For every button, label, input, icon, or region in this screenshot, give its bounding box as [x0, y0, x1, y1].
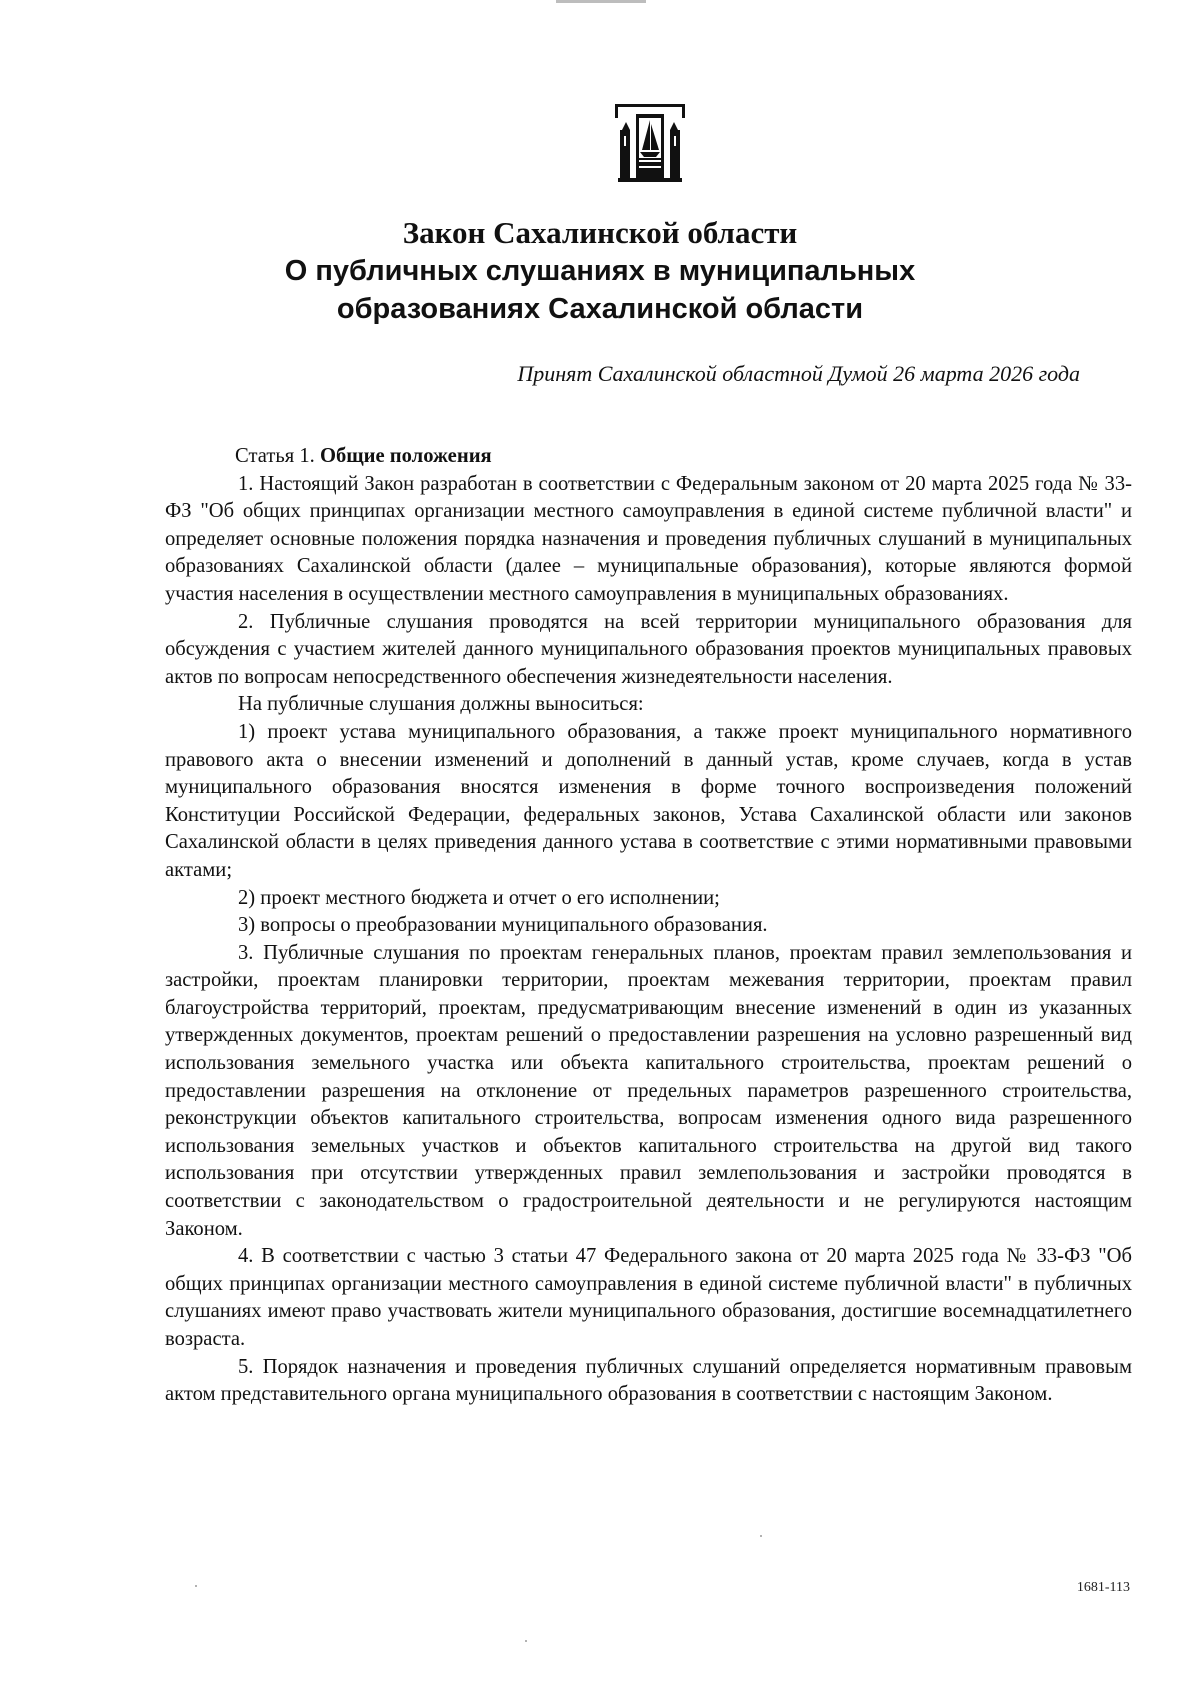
scan-speck [760, 1535, 762, 1537]
scan-speck [525, 1640, 527, 1642]
paragraph-5: 5. Порядок назначения и проведения публичных слушаний определяется нормативным правовым актом представительного органа муниципального образования в соответствии с настоящим Законом. [165, 1355, 1132, 1406]
list-item-1: 1) проект устава муниципального образования, а также проект муниципального нормативного правового акта о внесении изменений и дополнений в данный устав, кроме случаев, когда в устав муниципального образования вносятся изменения в форме точного воспроизведения положений Конституции Российской Федерации, федеральных законов, Устава Сахалинской области или законов Сахалинской области в целях приведения данного устава в соответствие с этими нормативными правовыми актами; [165, 720, 1132, 881]
title-line-2: О публичных слушаниях в муниципальных [284, 255, 916, 287]
paragraph-list-intro: На публичные слушания должны выноситься: [238, 693, 644, 716]
paragraph-3: 3. Публичные слушания по проектам генеральных планов, проектам правил землепользования и застройки, проектам планировки территории, проектам межевания территории, проектам правил благоустройства территорий, проектам, предусматривающим внесение изменений в один из указанных утвержденных документов, проектам решений о предоставлении разрешения на условно разрешенный вид использования земельного участка или объекта капитального строительства, проектам решений о предоставлении разрешения на отклонение от предельных параметров разрешенного строительства, реконструкции объектов капитального строительства, вопросам изменения одного вида разрешенного использования земельных участков и объектов капитального строительства на другой вид такого использования при отсутствии утвержденных правил землепользования и застройки проводятся в соответствии с законодательством о градостроительной деятельности и не регулируются настоящим Законом. [165, 941, 1132, 1240]
article-heading [165, 443, 1132, 471]
list-item-3: 3) вопросы о преобразовании муниципального образования. [238, 914, 768, 937]
article-label: Статья 1. [235, 445, 315, 467]
adoption-note: Принят Сахалинской областной Думой 26 марта 2026 года [517, 361, 1080, 386]
paragraph-4: 4. В соответствии с частью 3 статьи 47 Федерального закона от 20 марта 2025 года № 33-ФЗ "Об общих принципах организации местного самоуправления в единой системе публичной власти" в публичных слушаниях имеют право участвовать жители муниципального образования, достигшие восемнадцатилетнего возраста. [165, 1245, 1132, 1350]
paragraph-2: 2. Публичные слушания проводятся на всей территории муниципального образования для обсуждения с участием жителей данного муниципального образования проектов муниципальных правовых актов по вопросам непосредственного обеспечения жизнедеятельности населения. [165, 610, 1132, 688]
list-item-2: 2) проект местного бюджета и отчет о его исполнении; [238, 886, 720, 909]
title-line-3: образованиях Сахалинской области [336, 293, 864, 325]
page-code: 1681-113 [1076, 1580, 1130, 1595]
document-body [165, 443, 1132, 1409]
scan-edge-mark [556, 0, 646, 3]
scan-speck [195, 1585, 197, 1587]
article-title: Общие положения [319, 445, 492, 467]
title-line-1: Закон Сахалинской области [402, 215, 798, 250]
sakhalin-coat-of-arms-icon [610, 100, 690, 186]
document-title [150, 214, 1050, 328]
paragraph-1: 1. Настоящий Закон разработан в соответствии с Федеральным законом от 20 марта 2025 года № 33-ФЗ "Об общих принципах организации местного самоуправления в единой системе публичной власти" и определяет основные положения порядка назначения и проведения публичных слушаний в муниципальных образованиях Сахалинской области (далее – муниципальные образования), которые являются формой участия населения в осуществлении местного самоуправления в муниципальных образованиях. [165, 472, 1132, 605]
